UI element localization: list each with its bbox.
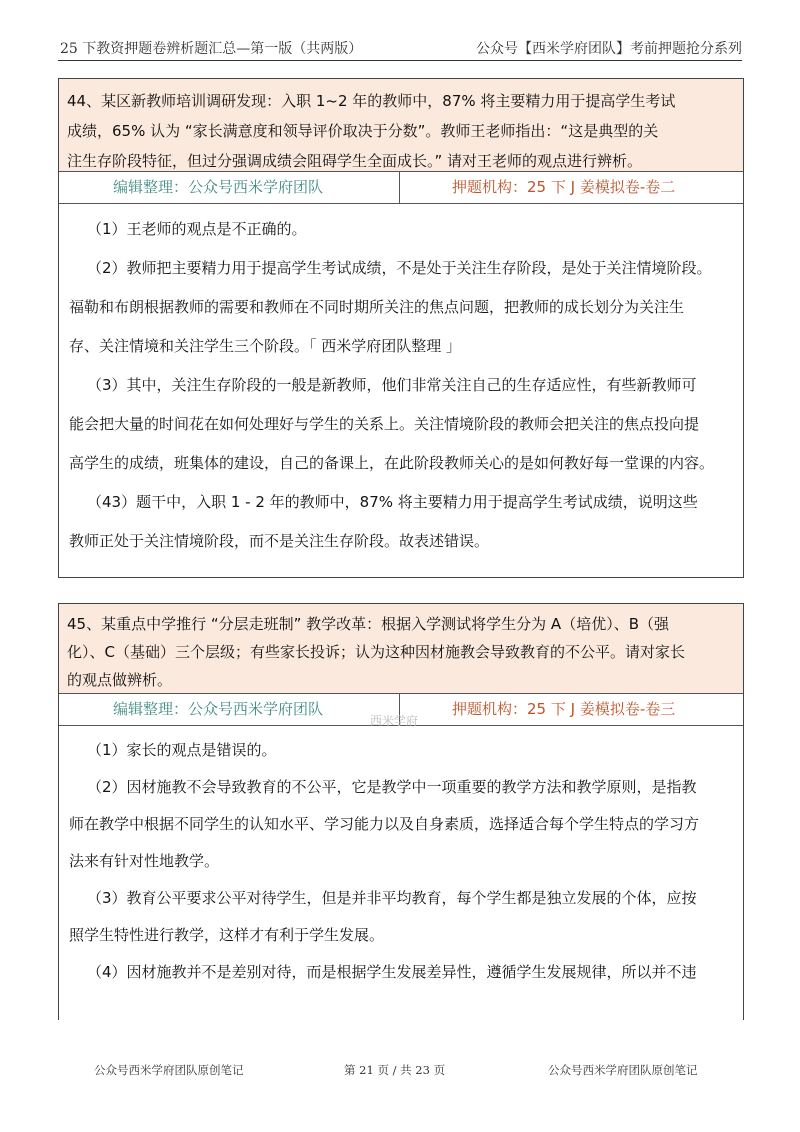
answer-line: 存、关注情境和关注学生三个阶段。「 西米学府团队整理 」 bbox=[69, 337, 462, 355]
answer-line: （43）题干中，入职 1 - 2 年的教师中，87% 将主要精力用于提高学生考试成绩，说明这些 bbox=[87, 493, 698, 511]
question-prompt bbox=[59, 604, 743, 694]
answer-line: 法来有针对性地教学。 bbox=[69, 852, 220, 870]
answer-line: 福勒和布朗根据教师的需要和教师在不同时期所关注的焦点问题，把教师的成长划分为关注生 bbox=[69, 298, 685, 316]
header-series: 公众号【西米学府团队】考前押题抢分系列 bbox=[476, 41, 742, 57]
page-header bbox=[58, 0, 742, 66]
editor-credit: 编辑整理：公众号西米学府团队 bbox=[59, 694, 400, 725]
page-footer bbox=[0, 1062, 800, 1082]
watermark: 西米学府 bbox=[370, 714, 419, 728]
answer-line: （2）因材施教不会导致教育的不公平，它是教学中一项重要的教学方法和教学原则，是指教 bbox=[87, 778, 697, 796]
footer-right-note: 公众号西米学府团队原创笔记 bbox=[548, 1063, 698, 1077]
answer-line: 能会把大量的时间花在如何处理好与学生的关系上。关注情境阶段的教师会把关注的焦点投向提 bbox=[69, 415, 700, 433]
page-number: 第 21 页 / 共 23 页 bbox=[344, 1063, 446, 1077]
answer-line: （2）教师把主要精力用于提高学生考试成绩，不是处于关注生存阶段，是处于关注情境阶段。 bbox=[87, 259, 712, 277]
answer-line: 照学生特性进行教学，这样才有利于学生发展。 bbox=[69, 926, 385, 944]
answer-line: （1）王老师的观点是不正确的。 bbox=[87, 220, 307, 238]
editor-credit: 编辑整理：公众号西米学府团队 bbox=[59, 172, 400, 203]
header-divider bbox=[58, 60, 742, 61]
question-line: 注生存阶段特征，但过分强调成绩会阻碍学生全面成长。” 请对王老师的观点进行辨析。 bbox=[67, 152, 643, 170]
answer-body bbox=[59, 726, 743, 991]
question-line: 45、某重点中学推行 “分层走班制” 教学改革：根据入学测试将学生分为 A（培优）、B（强 bbox=[67, 615, 669, 633]
answer-line: 师在教学中根据不同学生的认知水平、学习能力以及自身素质，选择适合每个学生特点的学习方 bbox=[69, 815, 700, 833]
answer-line: （3）其中，关注生存阶段的一般是新教师，他们非常关注自己的生存适应性，有些新教师可 bbox=[87, 376, 697, 394]
answer-line: （4）因材施教并不是差别对待，而是根据学生发展差异性，遵循学生发展规律，所以并不违 bbox=[87, 963, 697, 981]
source-credit: 押题机构：25 下 J 姜模拟卷-卷三 bbox=[452, 700, 676, 718]
question-box-44 bbox=[58, 78, 744, 578]
question-meta-row bbox=[59, 172, 743, 204]
answer-line: 高学生的成绩，班集体的建设，自己的备课上，在此阶段教师关心的是如何教好每一堂课的内容。 bbox=[69, 454, 715, 472]
footer-left-note: 公众号西米学府团队原创笔记 bbox=[94, 1063, 244, 1077]
answer-line: （3）教育公平要求公平对待学生，但是并非平均教育，每个学生都是独立发展的个体，应按 bbox=[87, 889, 697, 907]
question-line: 的观点做辨析。 bbox=[67, 671, 173, 689]
question-line: 化）、C（基础）三个层级；有些家长投诉；认为这种因材施教会导致教育的不公平。请对家长 bbox=[67, 643, 685, 661]
question-prompt bbox=[59, 79, 743, 172]
source-credit: 押题机构：25 下 J 姜模拟卷-卷二 bbox=[452, 178, 676, 196]
answer-line: （1）家长的观点是错误的。 bbox=[87, 741, 277, 759]
question-line: 44、某区新教师培训调研发现：入职 1~2 年的教师中，87% 将主要精力用于提高学生考试 bbox=[67, 92, 676, 110]
answer-line: 教师正处于关注情境阶段，而不是关注生存阶段。故表述错误。 bbox=[69, 532, 490, 550]
answer-body bbox=[59, 204, 743, 561]
header-title: 25 下教资押题卷辨析题汇总—第一版（共两版） bbox=[60, 41, 363, 57]
question-box-45 bbox=[58, 603, 744, 1020]
question-line: 成绩，65% 认为 “家长满意度和领导评价取决于分数”。教师王老师指出：“这是典型的关 bbox=[67, 122, 659, 140]
